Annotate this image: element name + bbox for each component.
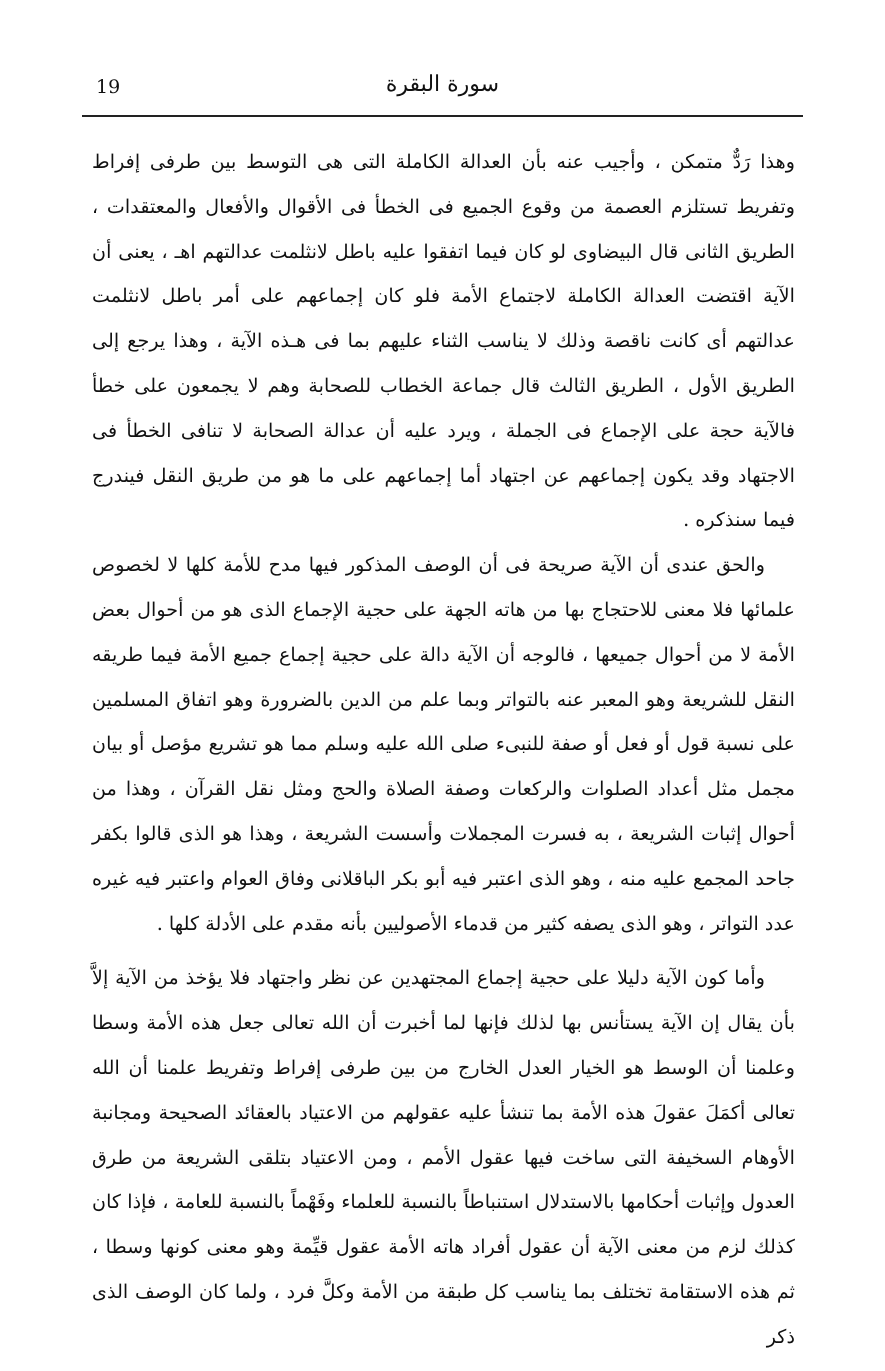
paragraph-3: وأما كون الآية دليلا على حجية إجماع المجتهدين عن نظر واجتهاد فلا يؤخذ من الآية إلاَّ بأن يقال إن الآية يستأنس بها لذلك فإنها لما أخبرت أن الله تعالى جعل هذه الأمة وسطا وعلمنا أن الوسط هو الخيار العدل الخارج من بين طرفى إفراط وتفريط علمنا أن الله تعالى أكمَلَ عقولَ هذه الأمة بما تنشأ عليه عقولهم من الاعتياد بالعقائد الصحيحة ومجانبة الأوهام السخيفة التى ساخت فيها عقول الأمم ، ومن الاعتياد بتلقى الشريعة من طرق العدول وإثبات أحكامها بالاستدلال استنباطاً بالنسبة للعلماء وفَهْماً بالنسبة للعامة ، فإذا كان كذلك لزم من معنى الآية أن عقول أفراد هاته الأمة عقول قيِّمة وهو معنى كونها وسطا ، ثم هذه الاستقامة تختلف بما يناسب كل طبقة من الأمة وكلَّ فرد ، ولما كان الوصف الذى ذكر (92, 966, 795, 1348)
running-title: سورة البقرة (385, 72, 500, 97)
header-divider (82, 115, 803, 117)
page-header (82, 66, 803, 112)
page-body (92, 140, 795, 1360)
page-number: 19 (96, 76, 121, 98)
paragraph-2: والحق عندى أن الآية صريحة فى أن الوصف المذكور فيها مدح للأمة كلها لا لخصوص علمائها فلا معنى للاحتجاج بها من هاته الجهة على حجية الإجماع الذى هو من أحوال بعض الأمة لا من أحوال جميعها ، فالوجه أن الآية دالة على حجية إجماع جميع الأمة فيما طريقه النقل للشريعة وهو المعبر عنه بالتواتر وبما علم من الدين بالضرورة وهو اتفاق المسلمين على نسبة قول أو فعل أو صفة للنبىء صلى الله عليه وسلم مما هو تشريع مؤصل أو بيان مجمل مثل أعداد الصلوات والركعات وصفة الصلاة والحج ومثل نقل القرآن ، وهذا من أحوال إثبات الشريعة ، به فسرت المجملات وأسست الشريعة ، وهذا هو الذى قالوا بكفر جاحد المجمع عليه منه ، وهو الذى اعتبر فيه أبو بكر الباقلانى وفاق العوام واعتبر فيه غيره عدد التواتر ، وهو الذى يصفه كثير من قدماء الأصوليين بأنه مقدم على الأدلة كلها . (92, 553, 795, 935)
paragraph-1: وهذا رَدٌّ متمكن ، وأجيب عنه بأن العدالة الكاملة التى هى التوسط بين طرفى إفراط وتفريط تستلزم العصمة من وقوع الجميع فى الخطأ فى الأقوال والأفعال والمعتقدات ، الطريق الثانى قال البيضاوى لو كان فيما اتفقوا عليه باطل لانثلمت عدالتهم اهـ ، يعنى أن الآية اقتضت العدالة الكاملة لاجتماع الأمة فلو كان إجماعهم على أمر باطل لانثلمت عدالتهم أى كانت ناقصة وذلك لا يناسب الثناء عليهم بما فى هـذه الآية ، وهذا يرجع إلى الطريق الأول ، الطريق الثالث قال جماعة الخطاب للصحابة وهم لا يجمعون على خطأ فالآية حجة على الإجماع فى الجملة ، ويرد عليه أن عدالة الصحابة لا تنافى الخطأ فى الاجتهاد وقد يكون إجماعهم عن اجتهاد أما إجماعهم على ما هو من طريق النقل فيندرج فيما سنذكره . (92, 150, 795, 532)
